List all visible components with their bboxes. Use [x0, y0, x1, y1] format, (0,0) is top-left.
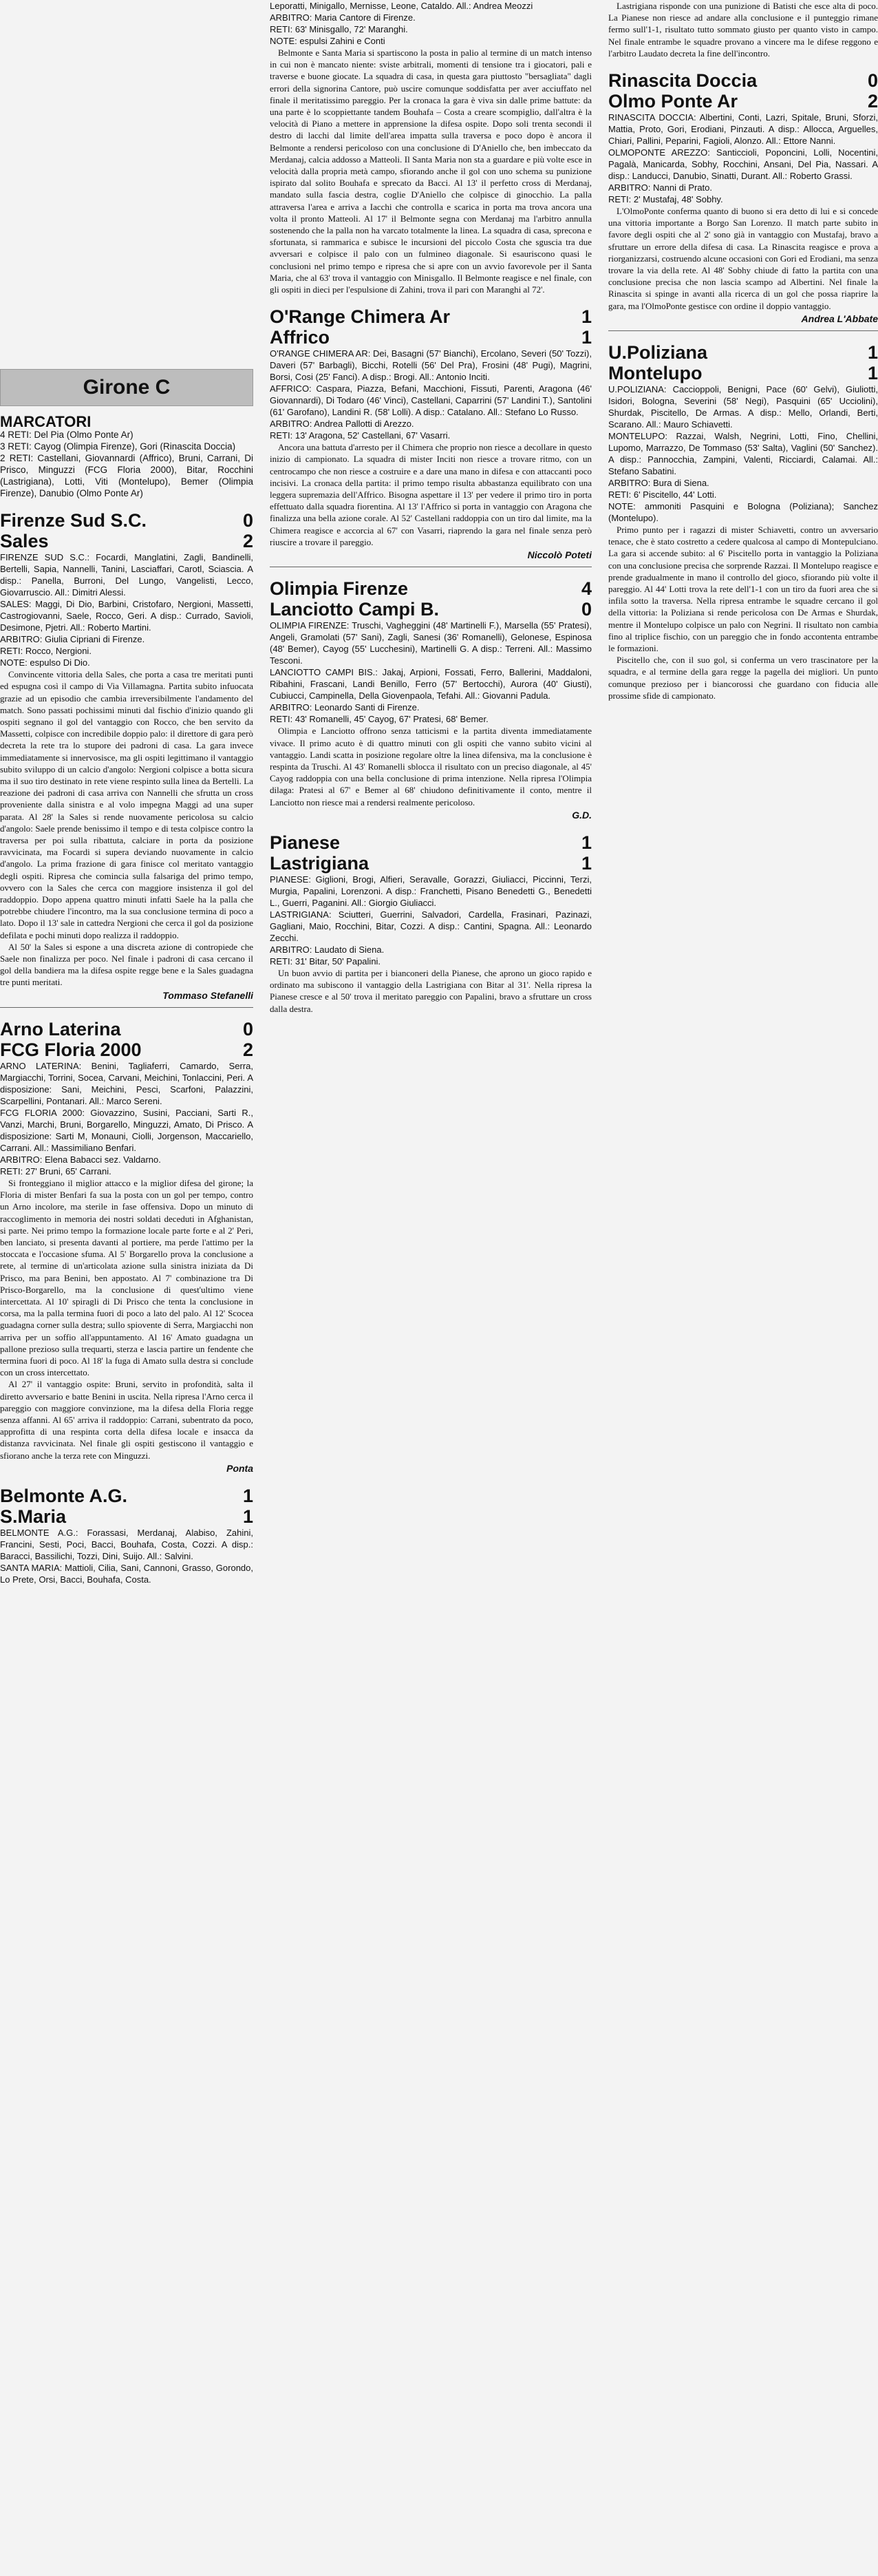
lineup-info [608, 383, 878, 524]
team-score: 0 [242, 510, 253, 531]
article-paragraph: Si fronteggiano il miglior attacco e la miglior difesa del girone; la Floria di mister Benfari fa sua la posta con un gol per tempo, contro un Arno incolore, ma sterile in fase offensiva. Dopo un minuto di raccoglimento in memoria dei nostri soldati deceduti in Afghanistan, si parte. Nei primo tempo la formazione locale parte forte e al 2' Peri, ben lanciato, si presenta davanti al portiere, ma perde l'attimo per la stoccata e l'occasione sfuma. Al 5' Borgarello prova la conclusione a rete, al termine di un'articolata azione sulla sinistra iniziata da Di Prisco, ma para Benini, ben appostato. Al 7' combinazione tra Di Prisco-Borgarello, ma la conclusione di quest'ultimo viene intercettata. Al 10' spiragli di Di Prisco che tenta la conclusione in corsa, ma la palla termina fuori di poco a lato del palo. Al 12' Scocea guadagna corner sulla destra; sullo spiovente di Serra, Margiacchi non arriva per un soffio all'appuntamento. Al 16' Amato guadagna un pallone prezioso sulla trequarti, sterza e lascia partire un fendente che termina fuori di poco. Al 18' la fuga di Amato sulla destra si conclude con un cross intercettato. [0, 1177, 253, 1378]
goals-line: RETI: 2' Mustafaj, 48' Sobhy. [608, 194, 723, 205]
match-pianese-lastrigiana [270, 832, 592, 1015]
article-body [608, 205, 878, 312]
team-name: Affrico [270, 327, 330, 348]
score-row [0, 1019, 253, 1039]
score-row [0, 510, 253, 531]
lineup-line: O'RANGE CHIMERA AR: Dei, Basagni (57' Bianchi), Ercolano, Severi (50' Tozzi), Daveri (57' Barbagli), Bicchi, Rotelli (56' Del Pra), Frosini (48' Pugi), Magrini, Borsi, Cosi (25' Fanci). A disp.: Brogi. All.: Antonio Inciti. [270, 348, 592, 383]
referee-line: ARBITRO: Maria Cantore di Firenze. [270, 12, 416, 23]
match-firenze-sales [0, 510, 253, 1002]
team-score: 1 [581, 327, 592, 348]
lineup-line: MONTELUPO: Razzai, Walsh, Negrini, Lotti, Fino, Chellini, Lupomo, Marrazzo, De Tommaso (53' Salta), Vaglini (50' Sanchez). A disp.: Pannocchia, Zampini, Valenti, Ricciardi, Calamai. All.: Stefano Sabatini. [608, 431, 878, 477]
notes-line: NOTE: ammoniti Pasquini e Bologna (Poliziana); Sanchez (Montelupo). [608, 501, 878, 524]
team-score: 1 [867, 363, 878, 384]
lineup-line: OLIMPIA FIRENZE: Truschi, Vagheggini (48' Martinelli F.), Marsella (55' Pratesi), Angeli, Gramolati (57' Sani), Zagli, Sanesi (36' Romanelli), Gelonese, Espinosa (48' Bemer), Cayog (55' Lucchesini), Martinelli G. A disp.: Terreni. All.: Massimo Tesconi. [270, 620, 592, 666]
team-name: Pianese [270, 832, 341, 853]
author-signature: G.D. [572, 809, 592, 821]
article-paragraph: Piscitello che, con il suo gol, si conferma un vero trascinatore per la squadra, e al termine della gara regge la pagella dei migliori. Un punto comunque prezioso per i biancorossi che guardano con fiducia alle prossime sfide di campionato. [608, 655, 878, 701]
team-score: 0 [581, 599, 592, 620]
goals-line: RETI: 27' Bruni, 65' Carrani. [0, 1165, 111, 1176]
team-score: 4 [581, 578, 592, 600]
lineup-line: AFFRICO: Caspara, Piazza, Befani, Macchioni, Fissuti, Parenti, Aragona (46' Giovannardi), Di Todaro (46' Vinci), Castellani, Caparrini (57' Landini T.), Santolini (61' Garofano), Landini R. (58' Lolli). A disp.: Catalano. All.: Stefano Lo Russo. [270, 383, 592, 418]
team-name: O'Range Chimera Ar [270, 306, 450, 328]
team-score: 1 [867, 342, 878, 363]
lineup-info [270, 0, 592, 47]
goals-line: RETI: 63' Minisgallo, 72' Maranghi. [270, 24, 408, 34]
score-row [270, 853, 592, 874]
score-row [608, 342, 878, 363]
article-paragraph: L'OlmoPonte conferma quanto di buono si era detto di lui e si concede una vittoria importante a Borgo San Lorenzo. Il match parte subito in favore degli ospiti che al 2' sono già in vantaggio con Mustafaj, bravo a sfruttare un errore della difesa di casa. La Rinascita reagisce e prova a riorganizzarsi, costruendo alcune occasioni con Gori ed Erodiani, ma senza trovare la via della rete. Al 48' Sobhy chiude di fatto la partita con una conclusione precisa che non lascia scampo ad Albertini. Nel finale la Rinascita si spinge in avanti alla ricerca di un gol che possa riaprire la gara, ma l'OlmoPonte gestisce con ordine il doppio vantaggio. [608, 206, 878, 311]
goals-line: RETI: 6' Piscitello, 44' Lotti. [608, 489, 717, 500]
scorer-line: 4 RETI: Del Pia (Olmo Ponte Ar) [0, 430, 133, 441]
notes-line: NOTE: espulsi Zahini e Conti [270, 36, 385, 46]
column-3 [608, 0, 878, 701]
column-2 [270, 0, 592, 1015]
team-name: Lanciotto Campi B. [270, 599, 440, 620]
lineup-line: SANTA MARIA: Mattioli, Cilia, Sani, Cannoni, Grasso, Gorondo, Lo Prete, Orsi, Bacci, Bouhafa, Costa. [0, 1562, 253, 1585]
lineup-line: OLMOPONTE AREZZO: Santiccioli, Poponcini, Lolli, Nocentini, Pagalà, Manicarda, Sobhy, Rocchini, Ansani, Del Pia, Nassari. A disp.: Landucci, Danubio, Sinatti, Durant. All.: Roberto Grassi. [608, 147, 878, 182]
score-row [0, 1506, 253, 1527]
team-name: Lastrigiana [270, 852, 370, 874]
lineup-line: RINASCITA DOCCIA: Albertini, Conti, Lazri, Spitale, Bruni, Sforzi, Mattia, Proto, Gori, Erodiani, Pinzauti. A disp.: Allocca, Arguelles, Chiari, Pallini, Peparini, Fagioli, Alonzo. All.: Ettore Nanni. [608, 112, 878, 147]
lineup-line: PIANESE: Giglioni, Brogi, Alfieri, Seravalle, Gorazzi, Giuliacci, Piccinni, Terzi, Murgia, Papalini, Lorenzoni. A disp.: Franchetti, Pisano Benedetti G., Benedetti L., Guerri, Paganini. All.: Giorgio Giuliacci. [270, 874, 592, 908]
score-row [608, 363, 878, 383]
team-score: 1 [581, 306, 592, 328]
team-score: 0 [242, 1018, 253, 1039]
author-signature: Ponta [226, 1462, 253, 1474]
article-paragraph: Un buon avvio di partita per i bianconeri della Pianese, che aprono un gioco rapido e ordinato ma subiscono il vantaggio della Lastrigiana con Bitar al 31'. Nella ripresa la Pianese cresce e al 50' trova il meritato pareggio con Papalini, bravo a sfruttare un cross dalla destra. [270, 967, 592, 1014]
referee-line: ARBITRO: Leonardo Santi di Firenze. [270, 702, 420, 713]
team-score: 1 [581, 832, 592, 853]
article-paragraph: Al 27' il vantaggio ospite: Bruni, servito in profondità, salta il diretto avversario e batte Benini in uscita. Nella ripresa l'Arno cerca il pareggio con maggiore convinzione, ma la difesa della Floria regge senza affanni. Al 65' arriva il raddoppio: Carrani, subentrato da poco, approfitta di una respinta corta della difesa locale e insacca da distanza ravvicinata. Nel finale gli ospiti gestiscono il vantaggio e sfiorano anche la terza rete con Minguzzi. [0, 1379, 253, 1461]
score-row [270, 327, 592, 348]
score-row [0, 1486, 253, 1506]
match-belmonte-smaria [0, 1486, 253, 1585]
score-row [608, 70, 878, 91]
goals-line: RETI: 43' Romanelli, 45' Cayog, 67' Pratesi, 68' Bemer. [270, 714, 489, 725]
team-score: 1 [242, 1506, 253, 1527]
scorer-line: 2 RETI: Castellani, Giovannardi (Affrico), Bruni, Carrani, Di Prisco, Minguzzi (FCG Floria 2000), Bitar, Rocchini (Lastrigiana), Lotti, Viti (Montelupo), Bemer (Olimpia Firenze), Danubio (Olmo Ponte Ar) [0, 453, 253, 499]
team-name: S.Maria [0, 1506, 67, 1527]
article-body [0, 1177, 253, 1461]
author-signature: Tommaso Stefanelli [162, 989, 253, 1001]
match-olimpia-lanciotto [270, 578, 592, 821]
team-name: Firenze Sud S.C. [0, 510, 147, 531]
article-body [270, 725, 592, 807]
score-row [270, 599, 592, 620]
score-row [270, 306, 592, 327]
team-name: Arno Laterina [0, 1018, 121, 1039]
score-row [0, 1039, 253, 1060]
divider [0, 1007, 253, 1008]
lineup-line: LASTRIGIANA: Sciutteri, Guerrini, Salvadori, Cardella, Frasinari, Pazinazi, Gagliani, Maio, Rocchini, Bitar, Cozzi. A disp.: Cantini, Spagna. All.: Leonardo Zecchi. [270, 909, 592, 943]
article-body [0, 668, 253, 988]
notes-line: NOTE: espulso Di Dio. [0, 657, 90, 668]
article-paragraph: Ancora una battuta d'arresto per il Chimera che proprio non riesce a decollare in questo inizio di campionato. La squadra di mister Inciti non riesce a trovare ritmo, con un centrocampo che non riesce a costruire e a dare una mano in difesa e con attaccanti poco incisivi. La cronaca della partita: il primo tempo risulta abbastanza equilibrato con una leggera supremazia dell'Affrico. Bisogna aspettare il 13' per vedere il primo tiro in porta effettuato dalla squadra fiorentina. Al 13' l'Affrico si porta in vantaggio con Aragona che finalizza una bella azione corale. Al 52' Castellani raddoppia con un tiro dal limite, ma la Chimera reagisce e accorcia al 67' con Vasarri, riaprendo la gara nel finale senza però riuscire a trovare il pareggio. [270, 442, 592, 547]
article-paragraph: Olimpia e Lanciotto offrono senza tatticismi e la partita diventa immediatamente vivace. Il primo acuto è di quattro minuti con gli ospiti che vanno subito vicini al vantaggio. Landi scatta in posizione regolare oltre la linea difensiva, ma la conclusione è respinta da Truschi. Al 43' Romanelli sblocca il risultato con un preciso diagonale, al 45' Cayog raddoppia con una bella conclusione di prima intenzione. Nella ripresa l'Olimpia dilaga: Pratesi al 67' e Bemer al 68' chiudono definitivamente il conto, mentre il Lanciotto non riesce mai a rendersi realmente pericoloso. [270, 726, 592, 807]
author-signature: Niccolò Poteti [527, 549, 592, 561]
lineup-info [270, 348, 592, 441]
article-paragraph: Primo punto per i ragazzi di mister Schiavetti, contro un avversario tenace, che è stato costretto a cedere qualcosa al campo di Montepulciano. La gara si accende subito: al 6' Piscitello porta in vantaggio la Poliziana con una conclusione precisa che sorprende Razzai. Il Montelupo reagisce e prende gradualmente in mano il controllo del gioco, sfiorando più volte il pareggio. Al 44' Lotti trova la rete dell'1-1 con un tiro da fuori area che si infila sotto la traversa. Nella ripresa entrambe le squadre cercano il gol della vittoria: la Poliziana si rende pericolosa con De Armas e Shurdak, mentre il Montelupo colpisce un palo con Negrini. Il risultato non cambia fino al triplice fischio, con un pareggio che in fondo accontenta entrambe le formazioni. [608, 525, 878, 654]
lineup-line: FIRENZE SUD S.C.: Focardi, Manglatini, Zagli, Bandinelli, Bertelli, Sapia, Nannelli, Tanini, Lasciaffari, Carotl, Sciascia. A disp.: Panella, Burroni, Del Lungo, Vangelisti, Lecco, Giovarruscio. All.: Dimitri Alessi. [0, 552, 253, 598]
team-score: 1 [242, 1485, 253, 1506]
match-arno-fcg [0, 1019, 253, 1475]
team-name: Sales [0, 531, 49, 552]
article-body [608, 0, 878, 59]
author-signature: Andrea L'Abbate [801, 313, 878, 324]
team-name: U.Poliziana [608, 342, 708, 363]
article-paragraph: Al 50' la Sales si espone a una discreta azione di contropiede che Saele non finalizza per poco. Nel finale i padroni di casa cercano il gol della bandiera ma la difesa ospite regge bene e la Sales guadagna tre punti meritati. [0, 941, 253, 988]
lineup-line: ARNO LATERINA: Benini, Tagliaferri, Camardo, Serra, Margiacchi, Torrini, Socea, Carvani, Meichini, Tonlaccini, Peri. A disposizione: Sani, Meichini, Pesci, Scarfoni, Palazzini, Scarpellini, Pontanari. All.: Marco Sereni. [0, 1060, 253, 1106]
lineup-info [270, 620, 592, 725]
referee-line: ARBITRO: Giulia Cipriani di Firenze. [0, 634, 145, 645]
lineup-line: FCG FLORIA 2000: Giovazzino, Susini, Pacciani, Sarti R., Vanzi, Marchi, Bruni, Borgarello, Minguzzi, Amato, Di Prisco. A disposizione: Sarti M, Monauni, Ciolli, Jorgenson, Maccariello, Carrani. All.: Massimiliano Benfari. [0, 1107, 253, 1153]
goals-line: RETI: 13' Aragona, 52' Castellani, 67' Vasarri. [270, 430, 451, 441]
article-paragraph: Lastrigiana risponde con una punizione di Batisti che esce alta di poco. La Pianese non riesce ad andare alla conclusione e il punteggio rimane fermo sull'1-1, risultato tutto sommato giusto per quanto visto in campo. Nel finale entrambe le squadre provano a vincere ma le difese reggono e l'arbitro Laudato decreta la fine dell'incontro. [608, 1, 878, 59]
article-body [270, 441, 592, 548]
article-paragraph: Belmonte e Santa Maria si spartiscono la posta in palio al termine di un match intenso in cui non è mancato niente: sviste arbitrali, momenti di tensione tra i giocatori, pali e traverse e buone giocate. La squadra di casa, in questa gara piuttosto "bersagliata" dagli errori della signorina Cantore, può uscire comunque soddisfatta per aver acciuffato nel finale il meritatissimo pareggio. Per la cronaca la gara è viva sin dalle prime battute: da una parte è lo scoppiettante tandem Bouhafa – Costa a creare scompiglio, dall'altra è la velocità di Piano a mettere in apprensione la difesa ospite. Dopo soli trenta secondi il destro di lacchi dal limite dell'area impatta sulla traversa e poco dopo è ancora il Belmonte a rendersi pericoloso con una conclusione di D'Aniello che, ben imbeccato da Merdanaj, calcia addosso a Matteoli. Il Santa Maria non sta a guardare e più volte esce in velocità dalla propria metà campo, sfiorando anche il gol con uno schema su punizione ispirato dal solito Bouhafa e sprecato da Bacci. Al 13' il perfetto cross di Merdanaj, mandato sulla fascia destra, coglie D'Aniello che colpisce di ginocchio. La palla attraversa l'area e arriva a Iacchi che controlla e scarica in porta ma trova ancora una volta il pronto Matteoli. Al 17' il Belmonte segna con Merdanaj ma l'arbitro annulla sostenendo che la palla non ha varcato totalmente la linea. La squadra di casa, sprecona e sfortunata, si rammarica e subisce le incursioni del piccolo Costa che sguscia tra due avversari e colpisce il palo con un fulmineo diagonale. Si esauriscono quasi le conclusioni nel primo tempo e ripresa che si apre con un avvio favorevole per il Santa Maria, che al 63' trova il vantaggio con Minisgallo. Il Belmonte reagisce e nel finale, con gli ospiti in dieci per l'espulsione di Zahini, trova il pari con Maranghi al 72'. [270, 47, 592, 295]
goals-line: RETI: 31' Bitar, 50' Papalini. [270, 956, 381, 967]
article-body [270, 967, 592, 1015]
lineup-info [0, 551, 253, 668]
lineup-line: BELMONTE A.G.: Forassasi, Merdanaj, Alabiso, Zahini, Francini, Sesti, Poci, Bacci, Bouhafa, Costa, Cozzi. A disp.: Baracci, Bassilichi, Tozzi, Dini, Suijo. All.: Salvini. [0, 1527, 253, 1561]
divider [608, 330, 878, 331]
team-name: Belmonte A.G. [0, 1485, 128, 1506]
team-score: 2 [867, 91, 878, 112]
match-chimera-affrico [270, 306, 592, 561]
referee-line: ARBITRO: Laudato di Siena. [270, 944, 385, 955]
team-name: Olimpia Firenze [270, 578, 409, 600]
score-row [270, 832, 592, 853]
team-score: 2 [242, 1039, 253, 1060]
lineup-line: Leporatti, Minigallo, Mernisse, Leone, Cataldo. All.: Andrea Meozzi [270, 1, 533, 11]
score-row [0, 531, 253, 551]
lineup-info [608, 112, 878, 205]
team-name: FCG Floria 2000 [0, 1039, 142, 1060]
match-rinascita-olmo [608, 70, 878, 325]
scorers-list [0, 429, 253, 499]
team-score: 2 [242, 531, 253, 552]
score-row [270, 578, 592, 599]
referee-line: ARBITRO: Bura di Siena. [608, 478, 709, 489]
article-paragraph: Convincente vittoria della Sales, che porta a casa tre meritati punti ed espugna così il campo di Via Villamagna. Partita subito infuocata grazie ad un episodio che cambia irreversibilmente l'andamento del match. Sono passati pochissimi minuti dal fischio d'inizio quando gli ospiti segnano il gol del vantaggio con Rocco, che ben servito da Massetti, colpisce con incredibile doppio palo: il direttore di gara però decreta la rete tra lo stupore dei padroni di casa. La gara invece immediatamente si innervosisce, ma gli ospiti legittimano il vantaggio subito sviluppo di un calcio d'angolo: Nergioni colpisce a botta sicura ma il suo tiro destinato in rete viene respinto sulla linea da Bertelli. La reazione dei padroni di casa arriva con Nannelli che sfrutta un cross proveniente dalla sinistra e al volo impegna Maggi ad una super parata. Al 28' la Sales si rende nuovamente pericolosa su calcio d'angolo: Saele prende benissimo il tempo e di testa colpisce contro la traversa per poi sulla ribattuta, calciare in porta da posizione ravvicinata, ma Focardi si supera deviando nuovamente in calcio d'angolo. La prima frazione di gara finisce col meritato vantaggio degli ospiti. Ripresa che comincia sulla falsariga del primo tempo, ovvero con la Sales che cerca con maggiore insistenza il gol del raddoppio. Dopo appena quattro minuti infatti Saele ha la palla che potrebbe chiudere l'incontro, ma la sua conclusione termina di poco a lato. Dopo il 13' sale in cattedra Nergioni che cerca il gol da posizione defilata e pochi minuti dopo realizza il raddoppio. [0, 669, 253, 940]
lineup-info [270, 874, 592, 967]
team-score: 0 [867, 70, 878, 92]
match-poliziana-montelupo [608, 342, 878, 701]
referee-line: ARBITRO: Andrea Pallotti di Arezzo. [270, 419, 414, 430]
lineup-line: LANCIOTTO CAMPI BIS.: Jakaj, Arpioni, Fossati, Ferro, Ballerini, Maddaloni, Ribahini, Frascani, Landi Benillo, Ferro (57' Bertocchi), Aurora (40' Giusti), Cubiucci, Campinella, Della Giovenpaola, Tefahi. All.: Giovanni Padula. [270, 667, 592, 701]
lineup-info [0, 1060, 253, 1177]
article-body [270, 47, 592, 295]
lineup-line: SALES: Maggi, Di Dio, Barbini, Cristofaro, Nergioni, Massetti, Castrogiovanni, Saele, Rocco, Geri. A disp.: Currado, Savioli, Desimone, Pjetri. All.: Roberto Martini. [0, 599, 253, 633]
goals-line: RETI: Rocco, Nergioni. [0, 646, 92, 657]
referee-line: ARBITRO: Nanni di Prato. [608, 182, 712, 193]
team-name: Rinascita Doccia [608, 70, 758, 92]
team-name: Olmo Ponte Ar [608, 91, 738, 112]
lineup-line: U.POLIZIANA: Caccioppoli, Benigni, Pace (60' Gelvi), Giuliotti, Isidori, Bologna, Severini (58' Negi), Pasquini (65' Ucciolini), Shurdak, Piscitello, De Armas. A disp.: Mello, Orlandi, Berti, Scarano. All.: Mauro Schiavetti. [608, 384, 878, 430]
scorers-title: MARCATORI [0, 413, 92, 430]
team-name: Montelupo [608, 363, 703, 384]
referee-line: ARBITRO: Elena Babacci sez. Valdarno. [0, 1154, 161, 1165]
group-banner: Girone C [0, 369, 253, 406]
lineup-info [0, 1527, 253, 1585]
team-score: 1 [581, 852, 592, 874]
scorer-line: 3 RETI: Cayog (Olimpia Firenze), Gori (Rinascita Doccia) [0, 441, 236, 452]
score-row [608, 91, 878, 112]
column-1 [0, 0, 253, 1585]
article-body [608, 524, 878, 701]
